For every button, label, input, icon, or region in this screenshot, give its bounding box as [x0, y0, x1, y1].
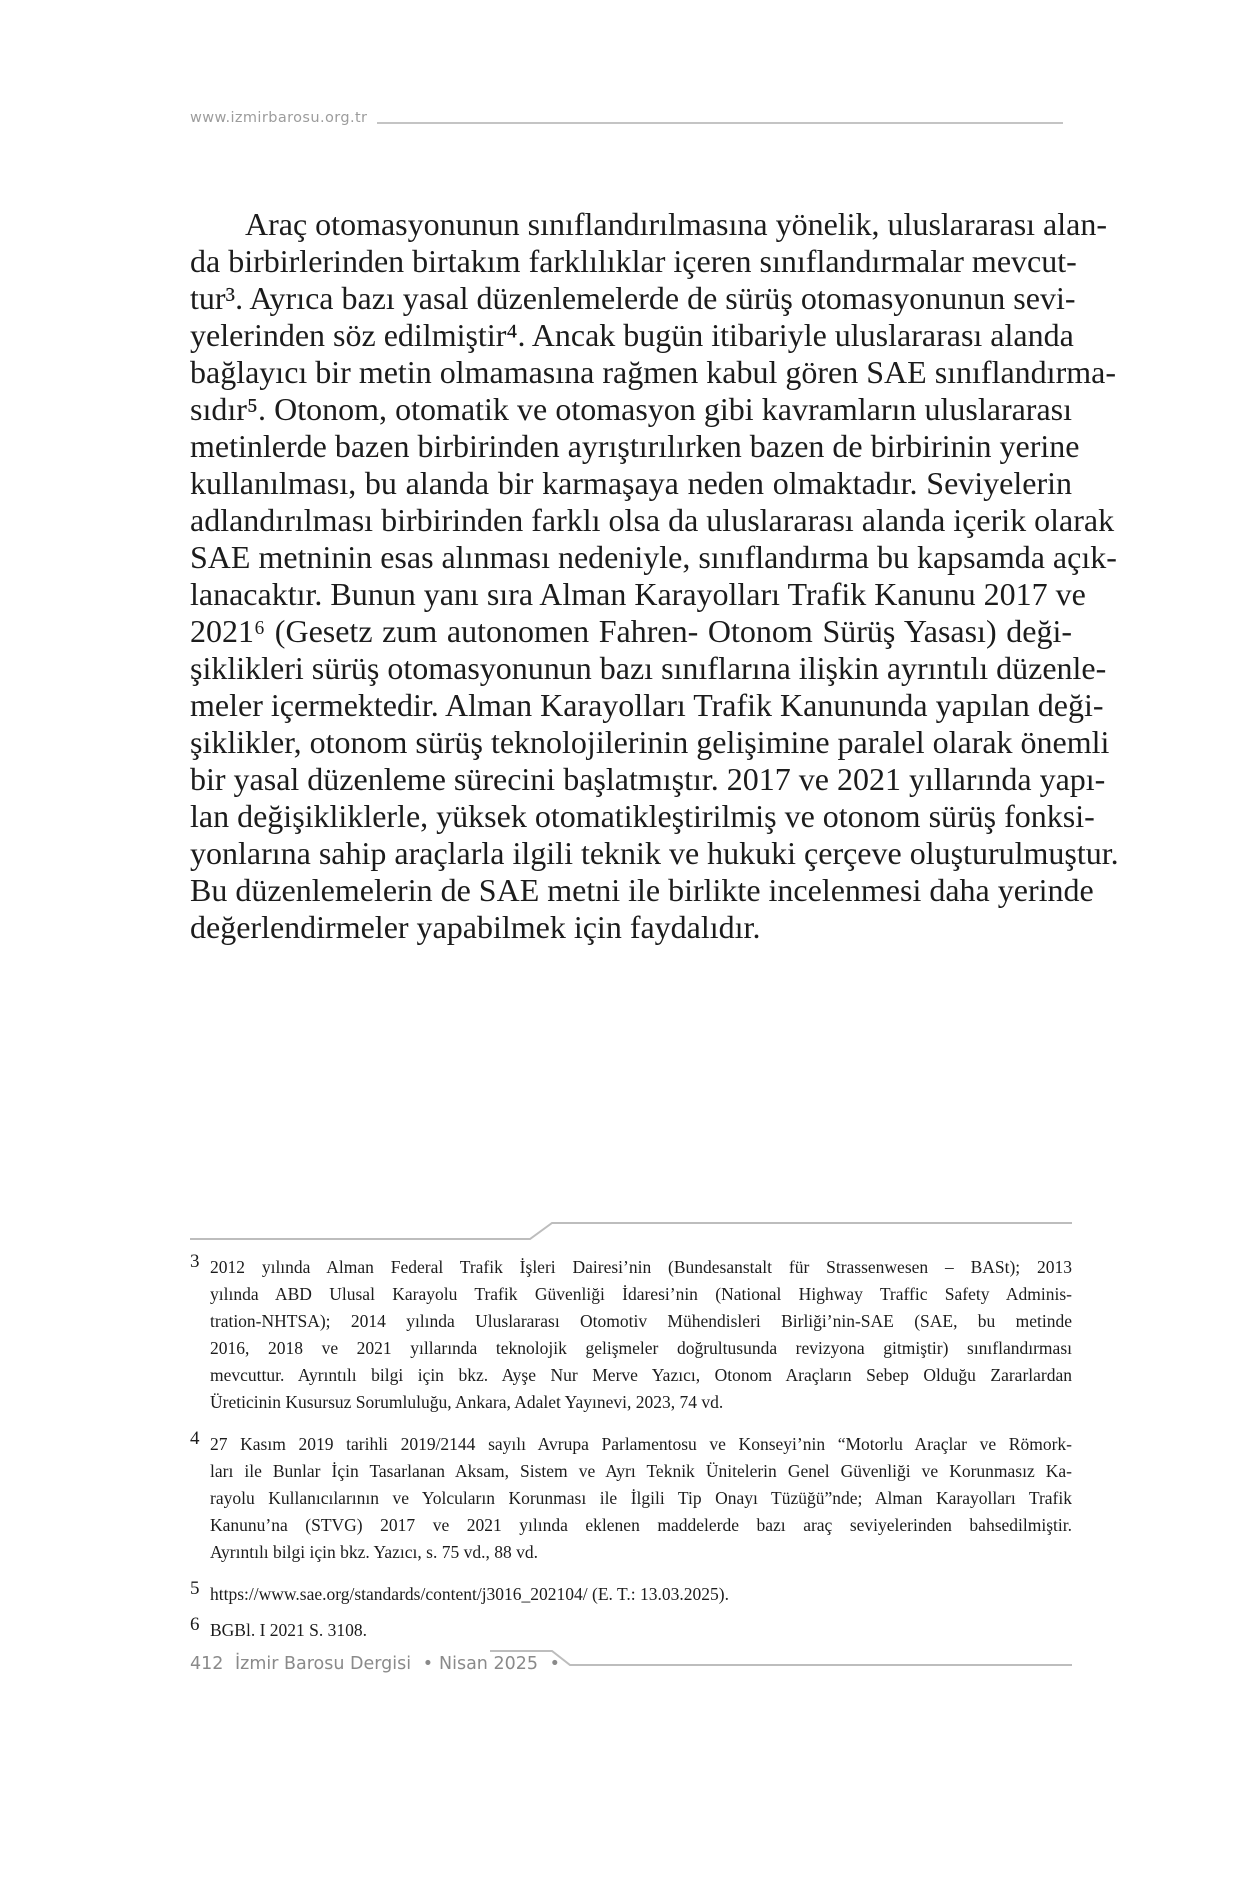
footnote-line: yılında ABD Ulusal Karayolu Trafik Güvenliği İdaresi’nin (National Highway Traffic Safety Adminis- — [210, 1284, 1072, 1304]
footnote-line: Üreticinin Kusursuz Sorumluluğu, Ankara, Adalet Yayınevi, 2023, 74 vd. — [210, 1392, 724, 1412]
journal-title: İzmir Barosu Dergisi — [234, 1654, 412, 1674]
body-line: kullanılması, bu alanda bir karmaşaya neden olmaktadır. Seviyelerin — [190, 465, 1072, 501]
footnote-line: 27 Kasım 2019 tarihli 2019/2144 sayılı Avrupa Parlamentosu ve Konseyi’nin “Motorlu Araçlar ve Römork- — [210, 1434, 1072, 1454]
footnote-line: tration-NHTSA); 2014 yılında Uluslararası Otomotiv Mühendisleri Birliği’nin-SAE (SAE, bu metinde — [210, 1311, 1072, 1331]
bullet-separator: • — [549, 1654, 560, 1674]
body-line: adlandırılması birbirinden farklı olsa da uluslararası alanda içerik olarak — [190, 502, 1115, 538]
body-line: da birbirlerinden birtakım farklılıklar içeren sınıflandırmalar mevcut- — [190, 243, 1077, 279]
footnote-line: ları ile Bunlar İçin Tasarlanan Aksam, Sistem ve Ayrı Teknik Ünitelerin Genel Güvenliği ve Korunmasız Ka- — [210, 1461, 1072, 1481]
body-line: metinlerde bazen birbirinden ayrıştırılırken bazen de birbirinin yerine — [190, 428, 1080, 464]
body-line: değerlendirmeler yapabilmek için faydalıdır. — [190, 909, 761, 945]
body-line: bir yasal düzenleme sürecini başlatmıştır. 2017 ve 2021 yıllarında yapı- — [190, 761, 1106, 797]
body-line: SAE metninin esas alınması nedeniyle, sınıflandırma bu kapsamda açık- — [190, 539, 1117, 575]
footnote-number: 6 — [190, 1614, 200, 1635]
footnote-line: 2016, 2018 ve 2021 yıllarında teknolojik gelişmeler doğrultusunda revizyona gitmiştir) sınıflandırması — [210, 1338, 1072, 1358]
footnote-number: 4 — [190, 1428, 200, 1449]
body-line: yelerinden söz edilmiştir⁴. Ancak bugün itibariyle uluslararası alanda — [190, 317, 1074, 353]
bullet-separator: • — [422, 1654, 434, 1674]
footnote-number: 3 — [190, 1251, 200, 1272]
footnote-line: https://www.sae.org/standards/content/j3016_202104/ (E. T.: 13.03.2025). — [210, 1584, 729, 1604]
body-line: meler içermektedir. Alman Karayolları Trafik Kanununda yapılan deği- — [190, 687, 1104, 723]
footnote-number: 5 — [190, 1578, 200, 1599]
footnote-line: Ayrıntılı bilgi için bkz. Yazıcı, s. 75 vd., 88 vd. — [210, 1542, 538, 1562]
body-line: yonlarına sahip araçlarla ilgili teknik ve hukuki çerçeve oluşturulmuştur. — [190, 835, 1119, 871]
footnote-line: Kanunu’na (STVG) 2017 ve 2021 yılında eklenen maddelerde bazı araç seviyelerinden bahsedilmiştir. — [210, 1515, 1072, 1535]
header-rule — [377, 122, 1063, 124]
body-line: Bu düzenlemelerin de SAE metni ile birlikte incelenmesi daha yerinde — [190, 872, 1094, 908]
footnote-line: rayolu Kullanıcılarının ve Yolcuların Korunması ile İlgili Tip Onayı Tüzüğü”nde; Alman Karayolları Trafik — [210, 1488, 1072, 1508]
page-number: 412 — [190, 1654, 224, 1674]
body-line: Araç otomasyonunun sınıflandırılmasına yönelik, uluslararası alan- — [245, 206, 1107, 242]
body-line: sıdır⁵. Otonom, otomatik ve otomasyon gibi kavramların uluslararası — [190, 391, 1072, 427]
running-footer — [190, 1654, 566, 1674]
body-line: şiklikler, otonom sürüş teknolojilerinin gelişimine paralel olarak önemli — [190, 724, 1110, 760]
header-url: www.izmirbarosu.org.tr — [190, 110, 368, 126]
body-line: bağlayıcı bir metin olmamasına rağmen kabul gören SAE sınıflandırma- — [190, 354, 1116, 390]
footnote-separator — [190, 1220, 1072, 1242]
body-line: lanacaktır. Bunun yanı sıra Alman Karayolları Trafik Kanunu 2017 ve — [190, 576, 1086, 612]
body-line: şiklikleri sürüş otomasyonunun bazı sınıflarına ilişkin ayrıntılı düzenle- — [190, 650, 1107, 686]
body-line: lan değişikliklerle, yüksek otomatikleştirilmiş ve otonom sürüş fonksi- — [190, 798, 1095, 834]
issue-date: Nisan 2025 — [439, 1654, 538, 1674]
footnote-line: BGBl. I 2021 S. 3108. — [210, 1620, 368, 1640]
body-line: 2021⁶ (Gesetz zum autonomen Fahren- Otonom Sürüş Yasası) deği- — [190, 613, 1072, 649]
footnote-line: 2012 yılında Alman Federal Trafik İşleri Dairesi’nin (Bundesanstalt für Strassenwesen – BASt); 2013 — [210, 1257, 1072, 1277]
footnote-line: mevcuttur. Ayrıntılı bilgi için bkz. Ayşe Nur Merve Yazıcı, Otonom Araçların Sebep Olduğu Zararlardan — [210, 1365, 1072, 1385]
body-line: tur³. Ayrıca bazı yasal düzenlemelerde de sürüş otomasyonunun sevi- — [190, 280, 1076, 316]
